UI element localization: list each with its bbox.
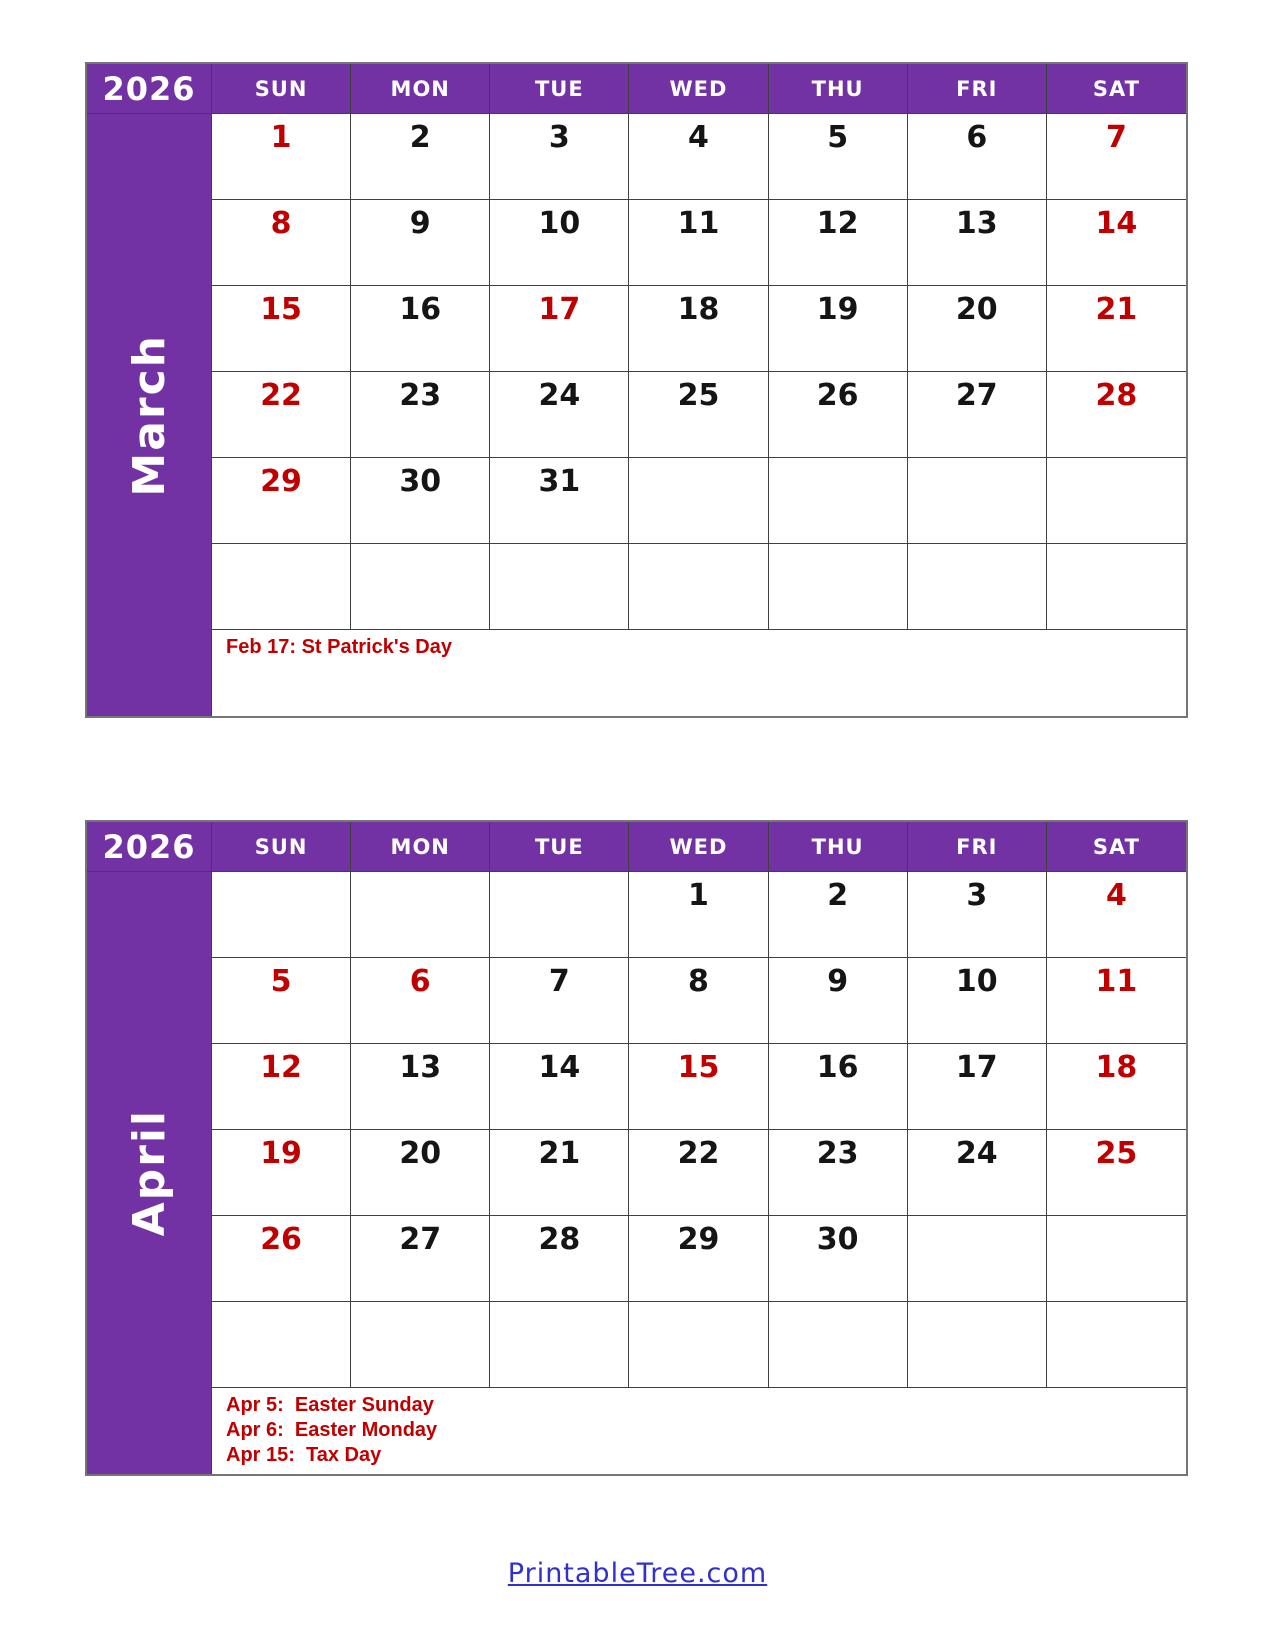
date-cell-14: 14 — [490, 1044, 629, 1130]
date-cell-empty — [769, 1302, 908, 1388]
date-cell-10: 10 — [908, 958, 1047, 1044]
date-cell-7: 7 — [1047, 114, 1186, 200]
date-cell-11: 11 — [1047, 958, 1186, 1044]
calendar-march-2026 — [85, 62, 1188, 718]
year-label: 2026 — [87, 822, 212, 872]
weekday-header-tue: TUE — [490, 64, 629, 114]
date-cell-18: 18 — [629, 286, 768, 372]
weekday-header-tue: TUE — [490, 822, 629, 872]
date-cell-9: 9 — [351, 200, 490, 286]
date-cell-26: 26 — [769, 372, 908, 458]
date-cell-1: 1 — [629, 872, 768, 958]
date-cell-12: 12 — [212, 1044, 351, 1130]
date-cell-6: 6 — [351, 958, 490, 1044]
weekday-header-thu: THU — [769, 64, 908, 114]
date-cell-empty — [212, 872, 351, 958]
holiday-line: Feb 17: St Patrick's Day — [226, 636, 452, 658]
date-cell-4: 4 — [1047, 872, 1186, 958]
date-cell-21: 21 — [1047, 286, 1186, 372]
date-cell-22: 22 — [629, 1130, 768, 1216]
date-cell-empty — [1047, 544, 1186, 630]
date-cell-empty — [629, 544, 768, 630]
date-cell-17: 17 — [908, 1044, 1047, 1130]
date-cell-8: 8 — [212, 200, 351, 286]
weekday-header-mon: MON — [351, 822, 490, 872]
date-cell-5: 5 — [212, 958, 351, 1044]
date-cell-empty — [908, 544, 1047, 630]
date-cell-13: 13 — [908, 200, 1047, 286]
date-cell-empty — [1047, 1216, 1186, 1302]
date-cell-6: 6 — [908, 114, 1047, 200]
date-cell-1: 1 — [212, 114, 351, 200]
date-cell-empty — [351, 872, 490, 958]
date-cell-28: 28 — [490, 1216, 629, 1302]
date-cell-16: 16 — [351, 286, 490, 372]
calendar-grid — [85, 62, 1188, 718]
holiday-line: Apr 6: Easter Monday — [226, 1419, 438, 1441]
date-cell-21: 21 — [490, 1130, 629, 1216]
year-label: 2026 — [87, 64, 212, 114]
printabletree-link[interactable]: PrintableTree.com — [507, 1558, 768, 1589]
date-cell-empty — [629, 1302, 768, 1388]
date-cell-empty — [212, 1302, 351, 1388]
date-cell-empty — [490, 544, 629, 630]
calendar-grid — [85, 820, 1188, 1476]
date-cell-23: 23 — [769, 1130, 908, 1216]
date-cell-7: 7 — [490, 958, 629, 1044]
weekday-header-wed: WED — [629, 64, 768, 114]
date-cell-27: 27 — [351, 1216, 490, 1302]
date-cell-28: 28 — [1047, 372, 1186, 458]
date-cell-31: 31 — [490, 458, 629, 544]
date-cell-17: 17 — [490, 286, 629, 372]
weekday-header-thu: THU — [769, 822, 908, 872]
date-cell-empty — [908, 1302, 1047, 1388]
date-cell-8: 8 — [629, 958, 768, 1044]
date-cell-empty — [1047, 1302, 1186, 1388]
date-cell-4: 4 — [629, 114, 768, 200]
holiday-line: Apr 15: Tax Day — [226, 1444, 382, 1466]
date-cell-empty — [351, 1302, 490, 1388]
month-sidebar — [87, 114, 212, 716]
date-cell-9: 9 — [769, 958, 908, 1044]
date-cell-27: 27 — [908, 372, 1047, 458]
date-cell-22: 22 — [212, 372, 351, 458]
month-label: April — [123, 1109, 175, 1237]
date-cell-2: 2 — [769, 872, 908, 958]
date-cell-15: 15 — [629, 1044, 768, 1130]
weekday-header-fri: FRI — [908, 822, 1047, 872]
date-cell-empty — [629, 458, 768, 544]
date-cell-empty — [1047, 458, 1186, 544]
holiday-line: Apr 5: Easter Sunday — [226, 1394, 434, 1416]
date-cell-29: 29 — [212, 458, 351, 544]
weekday-header-fri: FRI — [908, 64, 1047, 114]
date-cell-empty — [769, 458, 908, 544]
date-cell-14: 14 — [1047, 200, 1186, 286]
date-cell-2: 2 — [351, 114, 490, 200]
date-cell-empty — [490, 872, 629, 958]
date-cell-20: 20 — [908, 286, 1047, 372]
date-cell-24: 24 — [908, 1130, 1047, 1216]
date-cell-5: 5 — [769, 114, 908, 200]
weekday-header-sat: SAT — [1047, 64, 1186, 114]
month-label: March — [123, 333, 175, 497]
weekday-header-sun: SUN — [212, 822, 351, 872]
date-cell-15: 15 — [212, 286, 351, 372]
date-cell-12: 12 — [769, 200, 908, 286]
date-cell-3: 3 — [490, 114, 629, 200]
date-cell-empty — [908, 1216, 1047, 1302]
date-cell-19: 19 — [769, 286, 908, 372]
date-cell-23: 23 — [351, 372, 490, 458]
weekday-header-sat: SAT — [1047, 822, 1186, 872]
date-cell-25: 25 — [629, 372, 768, 458]
calendar-april-2026 — [85, 820, 1188, 1476]
date-cell-empty — [351, 544, 490, 630]
date-cell-30: 30 — [769, 1216, 908, 1302]
date-cell-19: 19 — [212, 1130, 351, 1216]
date-cell-3: 3 — [908, 872, 1047, 958]
date-cell-10: 10 — [490, 200, 629, 286]
date-cell-24: 24 — [490, 372, 629, 458]
month-sidebar — [87, 872, 212, 1474]
date-cell-26: 26 — [212, 1216, 351, 1302]
date-cell-16: 16 — [769, 1044, 908, 1130]
weekday-header-wed: WED — [629, 822, 768, 872]
date-cell-30: 30 — [351, 458, 490, 544]
footer — [0, 1558, 1275, 1589]
date-cell-empty — [908, 458, 1047, 544]
date-cell-11: 11 — [629, 200, 768, 286]
holiday-notes — [212, 630, 1186, 716]
date-cell-13: 13 — [351, 1044, 490, 1130]
date-cell-25: 25 — [1047, 1130, 1186, 1216]
holiday-notes — [212, 1388, 1186, 1474]
date-cell-29: 29 — [629, 1216, 768, 1302]
date-cell-empty — [212, 544, 351, 630]
weekday-header-sun: SUN — [212, 64, 351, 114]
weekday-header-mon: MON — [351, 64, 490, 114]
date-cell-empty — [490, 1302, 629, 1388]
date-cell-20: 20 — [351, 1130, 490, 1216]
date-cell-empty — [769, 544, 908, 630]
date-cell-18: 18 — [1047, 1044, 1186, 1130]
